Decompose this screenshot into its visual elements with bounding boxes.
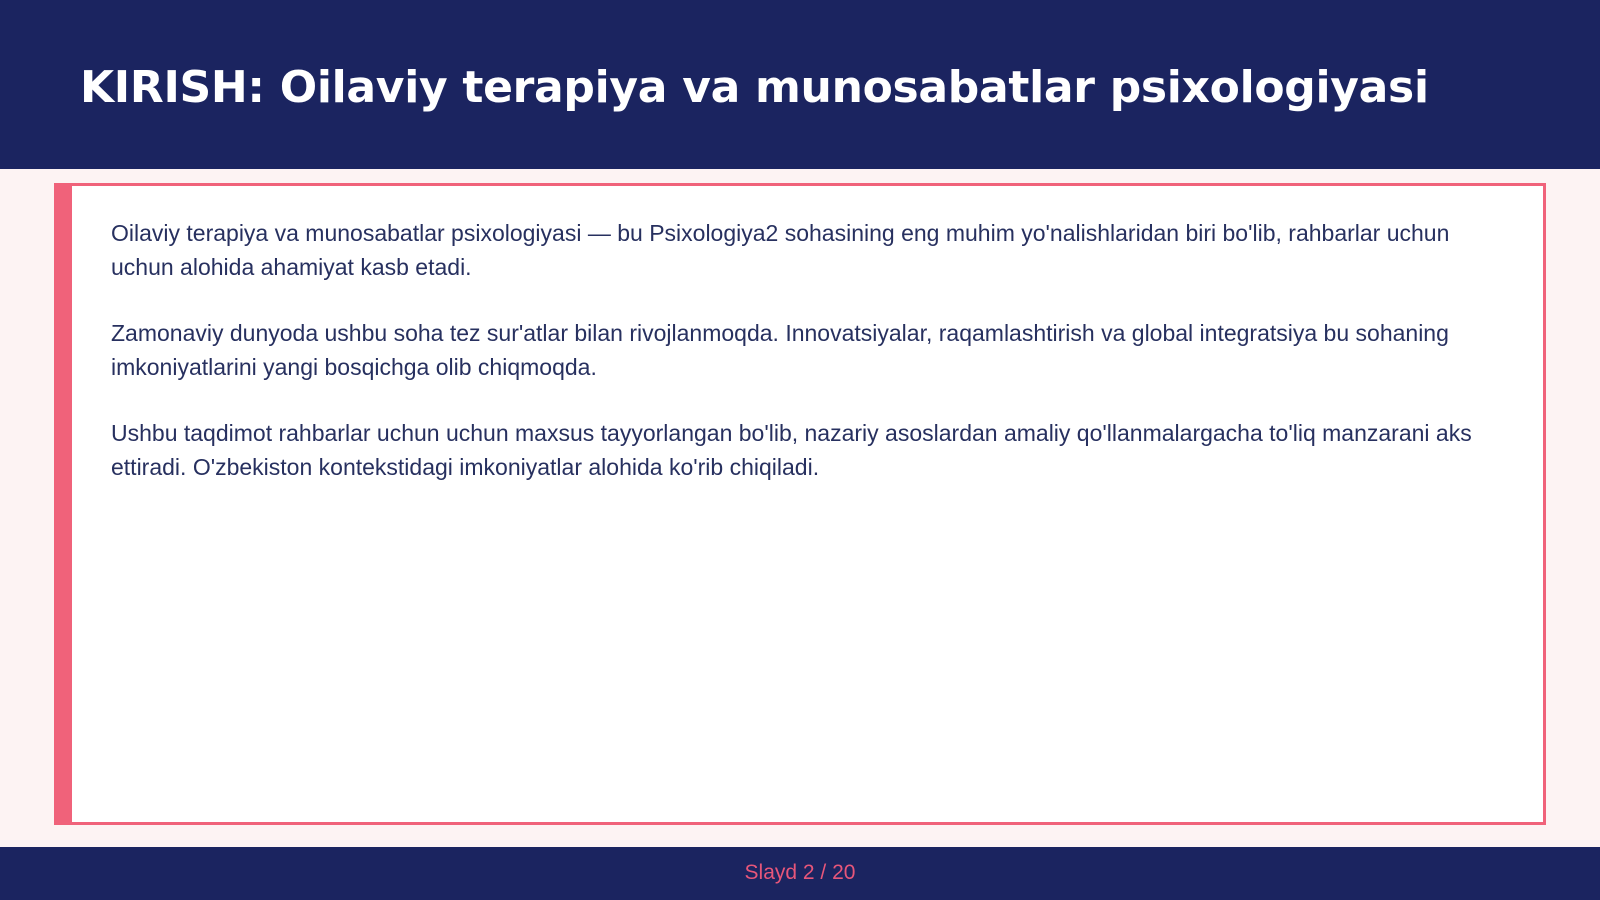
slide-title: KIRISH: Oilaviy terapiya va munosabatlar psixologiyasi	[80, 62, 1429, 113]
content-card	[54, 183, 1546, 825]
paragraph-intro: Oilaviy terapiya va munosabatlar psixologiyasi — bu Psixologiya2 sohasining eng muhim yo'nalishlaridan biri bo'lib, rahbarlar uchun uchun alohida ahamiyat kasb etadi.	[111, 220, 1450, 280]
slide-footer	[0, 847, 1600, 900]
slide-counter: Slayd 2 / 20	[744, 861, 856, 884]
content-text	[111, 216, 1511, 516]
paragraph-modern-world: Zamonaviy dunyoda ushbu soha tez sur'atlar bilan rivojlanmoqda. Innovatsiyalar, raqamlashtirish va global integratsiya bu sohaning imkoniyatlarini yangi bosqichga olib chiqmoqda.	[111, 320, 1449, 380]
slide-header	[0, 0, 1600, 169]
paragraph-presentation-purpose: Ushbu taqdimot rahbarlar uchun uchun maxsus tayyorlangan bo'lib, nazariy asoslardan amaliy qo'llanmalargacha to'liq manzarani aks ettiradi. O'zbekiston kontekstidagi imkoniyatlar alohida ko'rib chiqiladi.	[111, 420, 1472, 480]
